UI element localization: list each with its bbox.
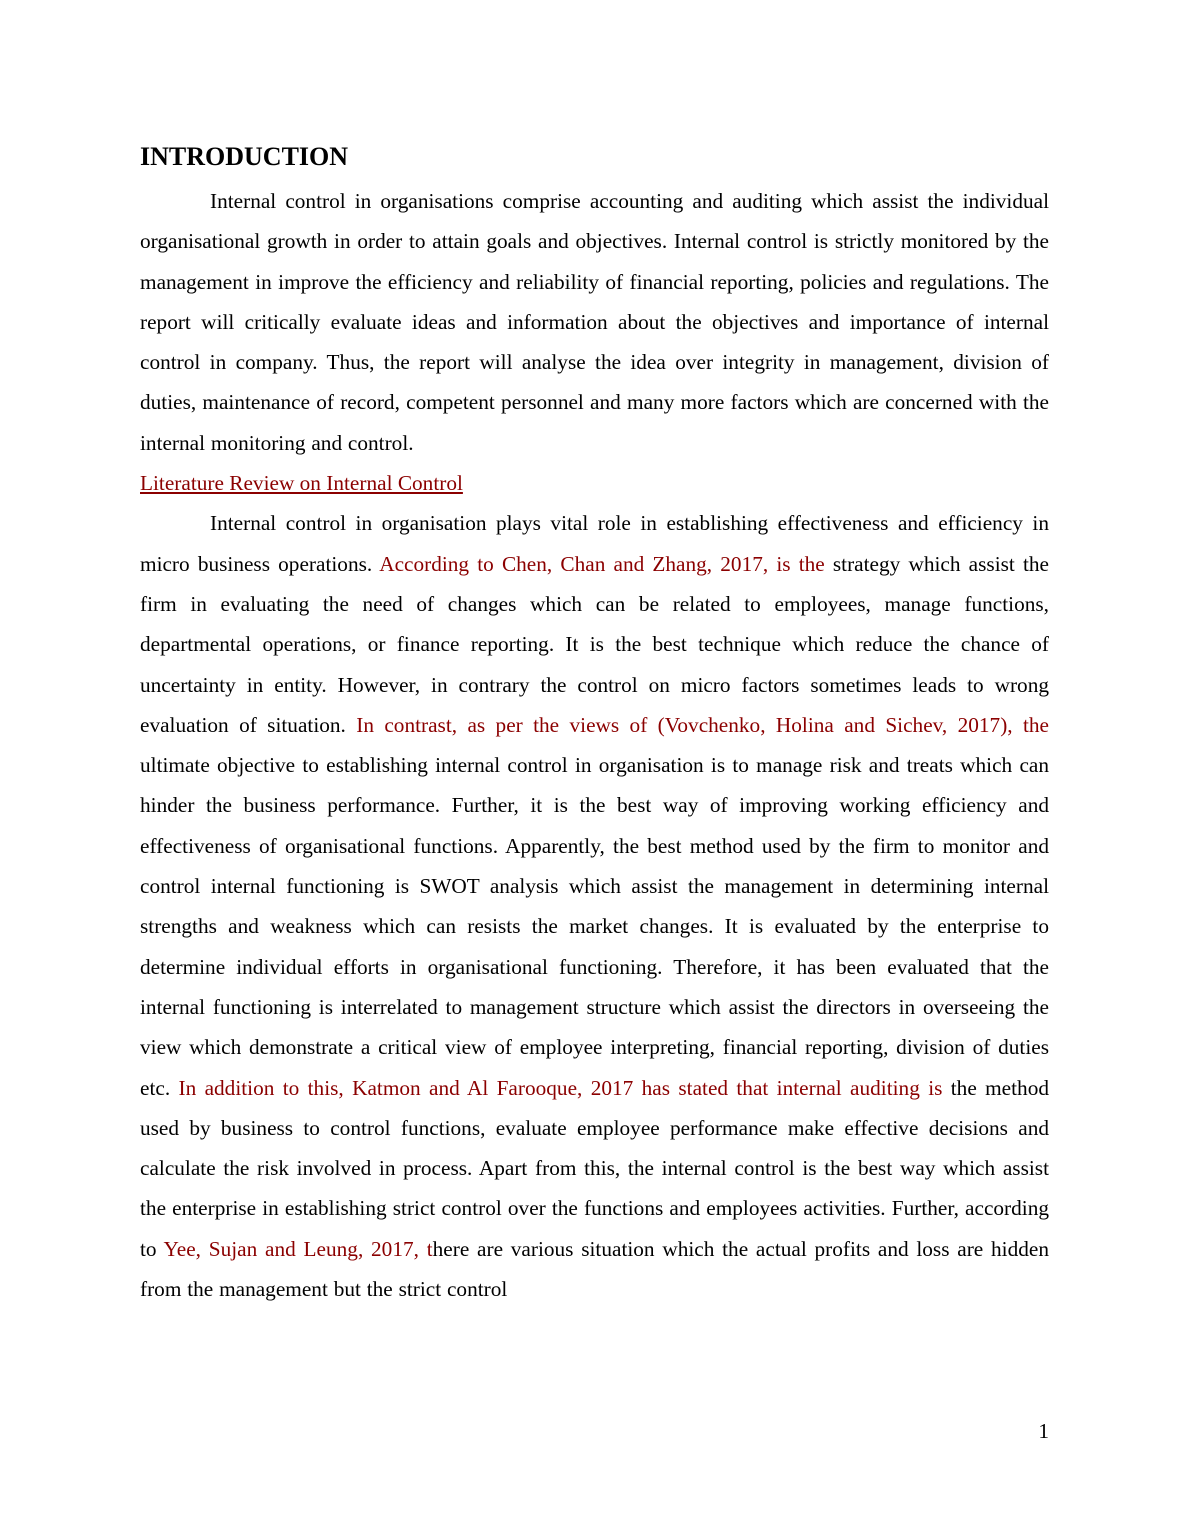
section-heading — [140, 463, 1049, 503]
review-text-5: here are various situation which the actual profits and loss are hidden from the management but the strict control — [140, 1236, 1049, 1302]
review-text-2: strategy which assist the firm in evaluating the need of changes which can be related to employees, manage functions, departmental operations, or finance reporting. It is the best technique which reduce the chance of uncertainty in entity. However, in contrary the control on micro factors sometimes leads to wrong evaluation of situation. — [140, 551, 1049, 737]
citation-chen: According to Chen, Chan and Zhang, 2017, is the — [379, 551, 825, 576]
page-number: 1 — [1038, 1419, 1049, 1443]
citation-yee: Yee, Sujan and Leung, 2017, t — [163, 1236, 433, 1261]
review-text-1: Internal control in organisation plays vital role in establishing effectiveness and efficiency in micro business operations. — [140, 511, 1049, 576]
intro-paragraph: Internal control in organisations comprise accounting and auditing which assist the individual organisational growth in order to attain goals and objectives. Internal control is strictly monitored by the management in improve the efficiency and reliability of financial reporting, policies and regulations. The report will critically evaluate ideas and information about the objectives and importance of internal control in company. Thus, the report will analyse the idea over integrity in management, division of duties, maintenance of record, competent personnel and many more factors which are concerned with the internal monitoring and control. — [140, 189, 1049, 455]
review-text-4: the method used by business to control functions, evaluate employee performance make effective decisions and calculate the risk involved in process. Apart from this, the internal control is the best way which assist the enterprise in establishing strict control over the functions and employees activities. Further, according to — [140, 1075, 1049, 1261]
literature-review-link[interactable]: Literature Review on Internal Control — [140, 471, 463, 496]
document-page — [140, 139, 1049, 1309]
page-title: INTRODUCTION — [140, 142, 349, 171]
literature-review-paragraph — [140, 503, 1049, 1309]
review-text-3: ultimate objective to establishing internal control in organisation is to manage risk and treats which can hinder the business performance. Further, it is the best way of improving working efficiency and effectiveness of organisational functions. Apparently, the best method used by the firm to monitor and control internal functioning is SWOT analysis which assist the management in determining internal strengths and weakness which can resists the market changes. It is evaluated by the enterprise to determine individual efforts in organisational functioning. Therefore, it has been evaluated that the internal functioning is interrelated to management structure which assist the directors in overseeing the view which demonstrate a critical view of employee interpreting, financial reporting, division of duties etc. — [140, 753, 1049, 1100]
citation-katmon: In addition to this, Katmon and Al Farooque, 2017 has stated that internal auditing is — [178, 1075, 943, 1100]
citation-vovchenko: In contrast, as per the views of (Vovchenko, Holina and Sichev, 2017), the — [356, 712, 1049, 737]
